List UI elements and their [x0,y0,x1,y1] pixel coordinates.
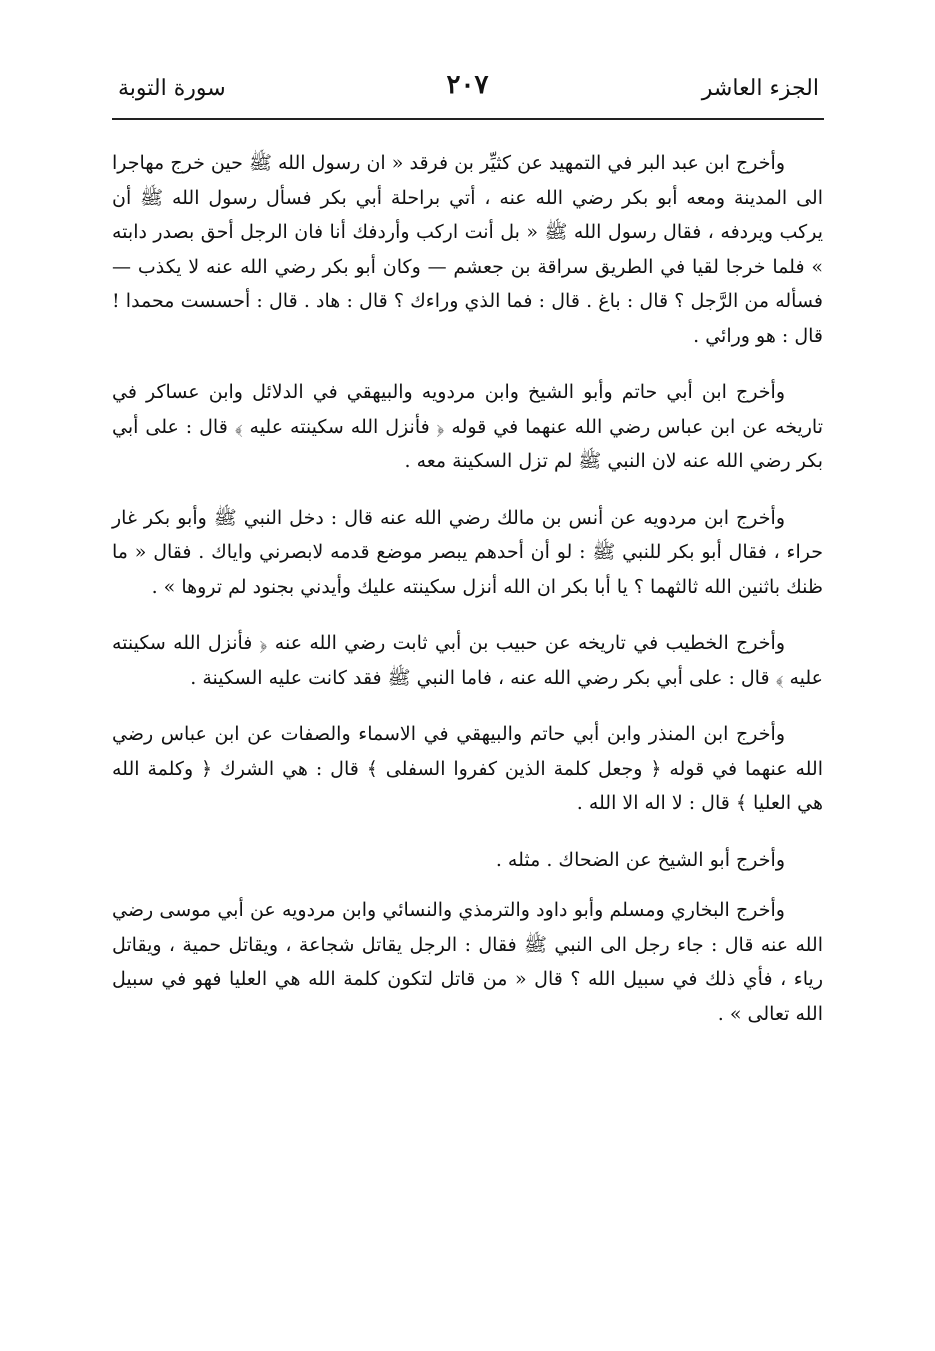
paragraph: وأخرج ابن أبي حاتم وأبو الشيخ وابن مردويه والبيهقي في الدلائل وابن عساكر في تاريخه عن ابن عباس رضي الله عنهما في قوله ﴿ فأنزل الله سكينته عليه ﴾ قال : على أبي بكر رضي الله عنه لان النبي ﷺ لم تزل السكينة معه . [112,381,823,472]
body-text [112,146,823,1053]
running-header [112,68,823,112]
paragraph: وأخرج ابن مردويه عن أنس بن مالك رضي الله عنه قال : دخل النبي ﷺ وأبو بكر غار حراء ، فقال أبو بكر للنبي ﷺ : لو أن أحدهم يبصر موضع قدمه لابصرني واياك . فقال « ما ظنك باثنين الله ثالثهما ؟ يا أبا بكر ان الله أنزل سكينته عليك وأيدني بجنود لم تروها » . [112,506,823,598]
paragraph: وأخرج الخطيب في تاريخه عن حبيب بن أبي ثابت رضي الله عنه ﴿ فأنزل الله سكينته عليه ﴾ قال : على أبي بكر رضي الله عنه ، فاما النبي ﷺ فقد كانت عليه السكينة . [112,632,823,689]
surah-title: سورة التوبة [118,76,226,101]
paragraph: وأخرج ابن المنذر وابن أبي حاتم والبيهقي في الاسماء والصفات عن ابن عباس رضي الله عنهما في قوله ﴿ وجعل كلمة الذين كفروا السفلى ﴾ قال : هي الشرك ﴿ وكلمة الله هي العليا ﴾ قال : لا اله الا الله . [112,723,823,814]
paragraph: وأخرج ابن عبد البر في التمهيد عن كثيِّر بن فرقد « ان رسول الله ﷺ حين خرج مهاجرا الى المدينة ومعه أبو بكر رضي الله عنه ، أتي براحلة أبي بكر فسأل رسول الله ﷺ أن يركب ويردفه ، فقال رسول الله ﷺ « بل أنت اركب وأردفك أنا فان الرجل أحق بصدر دابته » فلما خرجا لقيا في الطريق سراقة بن جعشم — وكان أبو بكر رضي الله عنه لا يكذب — فسأله من الرَّجل ؟ قال : باغ . قال : فما الذي وراءك ؟ قال : هاد . قال : أحسست محمدا ! قال : هو ورائي . [112,152,823,347]
page-number: ٢٠٧ [446,70,489,100]
paragraph: وأخرج أبو الشيخ عن الضحاك . مثله . [495,848,785,871]
volume-title: الجزء العاشر [701,76,819,101]
header-rule [112,118,824,120]
paragraph: وأخرج البخاري ومسلم وأبو داود والترمذي والنسائي وابن مردويه عن أبي موسى رضي الله عنه قال : جاء رجل الى النبي ﷺ فقال : الرجل يقاتل شجاعة ، ويقاتل حمية ، ويقاتل رياء ، فأي ذلك في سبيل الله ؟ قال « من قاتل لتكون كلمة الله هي العليا فهو في سبيل الله تعالى » . [112,899,823,1025]
